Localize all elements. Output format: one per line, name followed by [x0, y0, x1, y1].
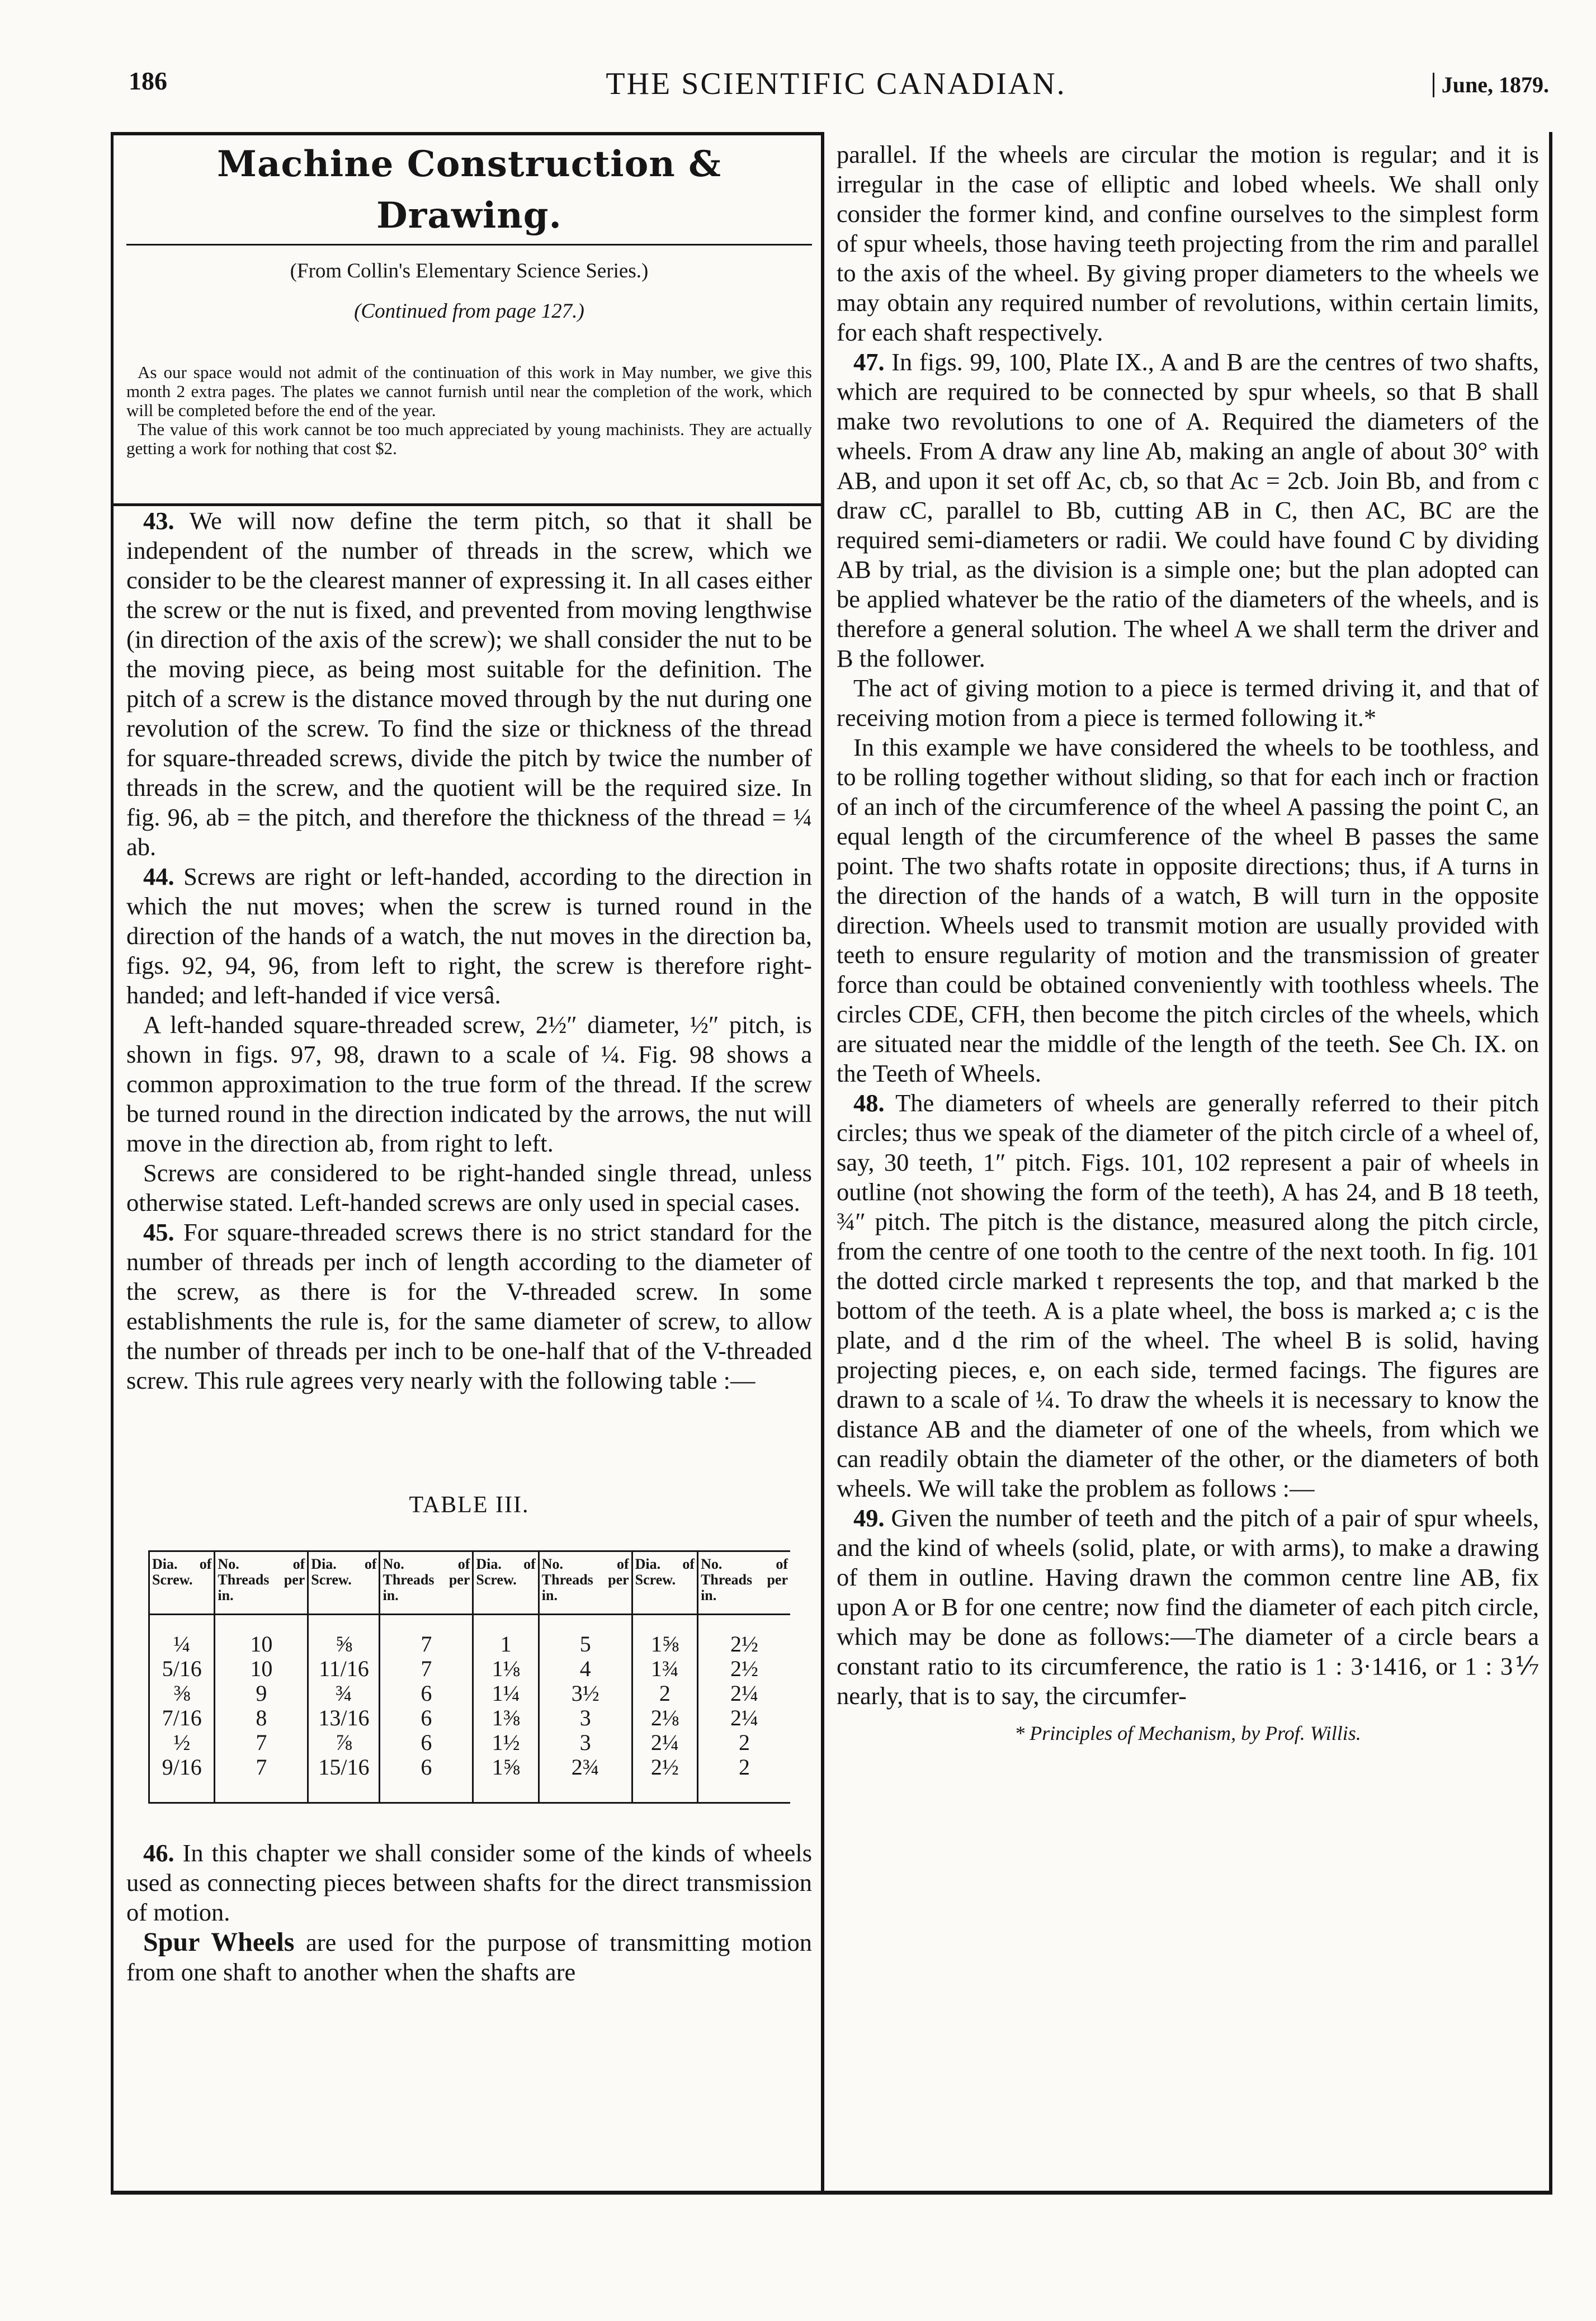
- table-cell: 2¼: [698, 1681, 790, 1706]
- table-cell: 10: [215, 1657, 308, 1681]
- left-body: [126, 506, 812, 1395]
- spur-wheels-heading: Spur Wheels: [143, 1927, 295, 1957]
- paragraph-text: In figs. 99, 100, Plate IX., A and B are the centres of two shafts, which are required to be connected by spur wheels, so that B shall make two revolutions to one of A. Required the diameters of the wheels. From A draw any line Ab, making an angle of about 30° with AB, and upon it set off Ac, cb, so that Ac = 2cb. Join Bb, and from c draw cC, parallel to Bb, cutting AB in C, then AC, BC are the required semi-diameters or radii. We could have found C by dividing AB by trial, as the division is a simple one; but the plan adopted can be applied whatever be the ratio of the diameters of the wheels, and is therefore a general solution. The wheel A we shall term the driver and B the follower.: [837, 348, 1539, 672]
- table-cell: 1: [473, 1615, 539, 1657]
- section-number: 46.: [143, 1839, 174, 1867]
- left-column: [126, 136, 812, 1987]
- table-cell: 3: [539, 1730, 632, 1755]
- editorial-note: [126, 363, 812, 458]
- table-row: [149, 1615, 791, 1657]
- table-row: [149, 1706, 791, 1730]
- frame-right-rule: [1549, 132, 1552, 2195]
- table-cell: 1½: [473, 1730, 539, 1755]
- table-cell: 1⅝: [632, 1615, 697, 1657]
- table-cell: 6: [380, 1730, 473, 1755]
- table-cell: 15/16: [308, 1755, 380, 1803]
- table-cell: 7: [380, 1657, 473, 1681]
- paragraph-text: The diameters of wheels are generally referred to their pitch circles; thus we speak of the diameter of the pitch circle of a wheel of, say, 30 teeth, 1″ pitch. Figs. 101, 102 represent a pair of wheels in outline (not showing the form of the teeth), A has 24, and B 18 teeth, ¾″ pitch. The pitch is the distance, measured along the pitch circle, from the centre of one tooth to the centre of the next tooth. In fig. 101 the dotted circle marked t represents the top, and that marked b the bottom of the teeth. A is a plate wheel, the boss is marked a; c is the plate, and d the rim of the wheel. The wheel B is solid, having projecting pieces, e, on each side, termed facings. The figures are drawn to a scale of ¼. To draw the wheels it is necessary to know the distance AB and the diameter of one of the wheels, from which we can readily obtain the diameter of the other, or the diameters of both wheels. We will take the problem as follows :—: [837, 1089, 1540, 1502]
- table-cell: 11/16: [308, 1657, 380, 1681]
- page-number: 186: [129, 67, 167, 95]
- section-number: 49.: [853, 1504, 885, 1532]
- article-frame: [111, 132, 1552, 2195]
- paragraph-text: Screws are right or left-handed, according to the direction in which the nut moves; when the screw is turned round in the direction of the hands of a watch, the nut moves in the direction ba, figs. 92, 94, 96, from left to right, the screw is therefore right-handed; and left-handed if vice versâ.: [126, 862, 812, 1009]
- section-number: 44.: [143, 862, 174, 890]
- table-cell: 2½: [698, 1657, 790, 1681]
- table-cell: 5: [539, 1615, 632, 1657]
- issue-date: June, 1879.: [1441, 72, 1549, 97]
- table-cell: ⅜: [149, 1681, 215, 1706]
- paragraph-text: The act of giving motion to a piece is termed driving it, and that of receiving motion from a piece is termed following it.*: [837, 674, 1539, 732]
- paragraph-43: [126, 506, 812, 862]
- table-row: [149, 1681, 791, 1706]
- table-cell: 7: [215, 1755, 308, 1803]
- thread-table: [148, 1550, 790, 1804]
- table-cell: 6: [380, 1706, 473, 1730]
- table-cell: 10: [215, 1615, 308, 1657]
- table-cell: 6: [380, 1755, 473, 1803]
- paragraph-text: In this example we have considered the wheels to be toothless, and to be rolling together without sliding, so that for each inch or fraction of an inch of the circumference of the wheel A passing the point C, an equal length of the circumference of the wheel B passes the same point. The two shafts rotate in opposite directions; thus, if A turns in the direction of the hands of a watch, B will turn in the opposite direction. Wheels used to transmit motion are usually provided with teeth to ensure regularity of motion and the transmission of greater force than could be obtained conveniently with toothless wheels. The circles CDE, CFH, then become the pitch circles of the wheels, which are situated near the middle of the length of the teeth. See Ch. IX. on the Teeth of Wheels.: [837, 733, 1539, 1087]
- table-cell: 9/16: [149, 1755, 215, 1803]
- table-cell: 8: [215, 1706, 308, 1730]
- table-cell: ¼: [149, 1615, 215, 1657]
- table-cell: 9: [215, 1681, 308, 1706]
- paragraph-49: [837, 1503, 1539, 1711]
- section-number: 45.: [143, 1218, 174, 1246]
- paragraph-left-handed-screw: [126, 1010, 812, 1158]
- paragraph-spur-wheels: [126, 1927, 812, 1987]
- paragraph-toothless: [837, 733, 1539, 1088]
- table-row: [149, 1730, 791, 1755]
- table-cell: 2: [632, 1681, 697, 1706]
- paragraph-text: In this chapter we shall consider some of the kinds of wheels used as connecting pieces between shafts for the direct transmission of motion.: [126, 1839, 813, 1926]
- table-cell: 5/16: [149, 1657, 215, 1681]
- section-number: 43.: [143, 507, 174, 535]
- table-title: TABLE III.: [409, 1492, 530, 1518]
- left-body-continued: [126, 1838, 812, 1987]
- table-header: Dia. of Screw.: [149, 1551, 215, 1615]
- table-cell: 3: [539, 1706, 632, 1730]
- table-cell: 2½: [632, 1755, 697, 1803]
- table-header: Dia. of Screw.: [308, 1551, 380, 1615]
- section-number: 48.: [853, 1089, 885, 1117]
- table-cell: ½: [149, 1730, 215, 1755]
- table-cell: 2⅛: [632, 1706, 697, 1730]
- paragraph-text: We will now define the term pitch, so that it shall be independent of the number of threads in the screw, which we consider to be the clearest manner of expressing it. In all cases either the screw or the nut is fixed, and prevented from moving lengthwise (in direction of the axis of the screw); we shall consider the nut to be the moving piece, as being most suitable for the definition. The pitch of a screw is the distance moved through by the nut during one revolution of the screw. To find the size or thickness of the thread for square-threaded screws, divide the pitch by twice the number of threads in the screw, and the quotient will be the required size. In fig. 96, ab = the pitch, and therefore the thickness of the thread = ¼ ab.: [126, 507, 812, 861]
- table-cell: 2¼: [632, 1730, 697, 1755]
- paragraph-text: Screws are considered to be right-handed single thread, unless otherwise stated. Left-handed screws are only used in special cases.: [126, 1159, 812, 1216]
- table-cell: ⅝: [308, 1615, 380, 1657]
- paragraph-text: A left-handed square-threaded screw, 2½″ diameter, ½″ pitch, is shown in figs. 97, 98, drawn to a scale of ¼. Fig. 98 shows a common approximation to the true form of the thread. If the screw be turned round in the direction indicated by the arrows, the nut will move in the direction ab, from right to left.: [126, 1011, 812, 1157]
- editorial-note-paragraph: The value of this work cannot be too much appreciated by young machinists. They are actually getting a work for nothing that cost $2.: [126, 419, 812, 458]
- table-cell: 6: [380, 1681, 473, 1706]
- paragraph-parallel: [837, 140, 1539, 347]
- table-cell: 1⅝: [473, 1755, 539, 1803]
- paragraph-text: parallel. If the wheels are circular the motion is regular; and it is irregular in the case of elliptic and lobed wheels. We shall only consider the former kind, and confine ourselves to the simplest form of spur wheels, those having teeth projecting from the rim and parallel to the axis of the wheel. By giving proper diameters to the wheels we may obtain any required number of revolutions, within certain limits, for each shaft respectively.: [837, 140, 1539, 346]
- editorial-note-paragraph: As our space would not admit of the continuation of this work in May number, we give this month 2 extra pages. The plates we cannot furnish until near the completion of the work, which will be completed before the end of the year.: [126, 362, 812, 420]
- paragraph-44: [126, 862, 812, 1010]
- table-cell: 7: [380, 1615, 473, 1657]
- table-row: [149, 1755, 791, 1803]
- table-cell: 1¾: [632, 1657, 697, 1681]
- table-header: No. of Threads per in.: [215, 1551, 308, 1615]
- table-cell: ⅞: [308, 1730, 380, 1755]
- table-header: No. of Threads per in.: [698, 1551, 790, 1615]
- article-title: Machine Construction & Drawing.: [126, 139, 812, 246]
- table-cell: 1¼: [473, 1681, 539, 1706]
- frame-left-rule: [111, 132, 114, 2195]
- table-header: No. of Threads per in.: [380, 1551, 473, 1615]
- continued-line: (Continued from page 127.): [354, 300, 584, 323]
- paragraph-driving: [837, 673, 1539, 733]
- paragraph-text: are used for the purpose of transmitting motion from one shaft to another when the shafts are: [126, 1928, 813, 1986]
- table-cell: 1⅜: [473, 1706, 539, 1730]
- masthead: THE SCIENTIFIC CANADIAN.: [606, 67, 1066, 101]
- paragraph-46: [126, 1838, 812, 1927]
- paragraph-text: For square-threaded screws there is no strict standard for the number of threads per inch of length according to the diameter of the screw, as there is for the V-threaded screw. In some establishments the rule is, for the same diameter of screw, to allow the number of threads per inch to be one-half that of the V-threaded screw. This rule agrees very nearly with the following table :—: [126, 1218, 812, 1394]
- paragraph-right-handed: [126, 1158, 812, 1218]
- source-line: (From Collin's Elementary Science Series.): [290, 260, 649, 282]
- table-cell: 2: [698, 1730, 790, 1755]
- table-header: Dia. of Screw.: [473, 1551, 539, 1615]
- column-divider: [821, 132, 824, 2195]
- table-cell: 7/16: [149, 1706, 215, 1730]
- table-cell: 2: [698, 1755, 790, 1803]
- table-row: [149, 1657, 791, 1681]
- table-cell: 3½: [539, 1681, 632, 1706]
- paragraph-48: [837, 1088, 1539, 1503]
- table-cell: 2½: [698, 1615, 790, 1657]
- table-cell: 4: [539, 1657, 632, 1681]
- paragraph-45: [126, 1218, 812, 1395]
- right-column: [837, 140, 1539, 1748]
- paragraph-text: Given the number of teeth and the pitch of a pair of spur wheels, and the kind of wheels (solid, plate, or with arms), to make a drawing of them in outline. Having drawn the common centre line AB, fix upon A or B for one centre; now find the diameter of each pitch circle, which may be done as follows:—The diameter of a circle bears a constant ratio to its circumference, the ratio is 1 : 3·1416, or 1 : 3⅐ nearly, that is to say, the circumfer-: [837, 1504, 1539, 1710]
- table-header: Dia. of Screw.: [632, 1551, 697, 1615]
- table-header: No. of Threads per in.: [539, 1551, 632, 1615]
- table-cell: 2¾: [539, 1755, 632, 1803]
- table-iii: [126, 1490, 812, 1804]
- footnote: * Principles of Mechanism, by Prof. Willis.: [1014, 1722, 1361, 1744]
- paragraph-47: [837, 347, 1539, 673]
- page-header: [117, 66, 1555, 116]
- frame-bottom-rule: [111, 2191, 1552, 2195]
- section-number: 47.: [853, 348, 885, 376]
- table-cell: 2¼: [698, 1706, 790, 1730]
- table-cell: 1⅛: [473, 1657, 539, 1681]
- frame-top-rule: [111, 132, 824, 135]
- table-cell: ¾: [308, 1681, 380, 1706]
- table-cell: 13/16: [308, 1706, 380, 1730]
- table-cell: 7: [215, 1730, 308, 1755]
- table-header-row: [149, 1551, 791, 1615]
